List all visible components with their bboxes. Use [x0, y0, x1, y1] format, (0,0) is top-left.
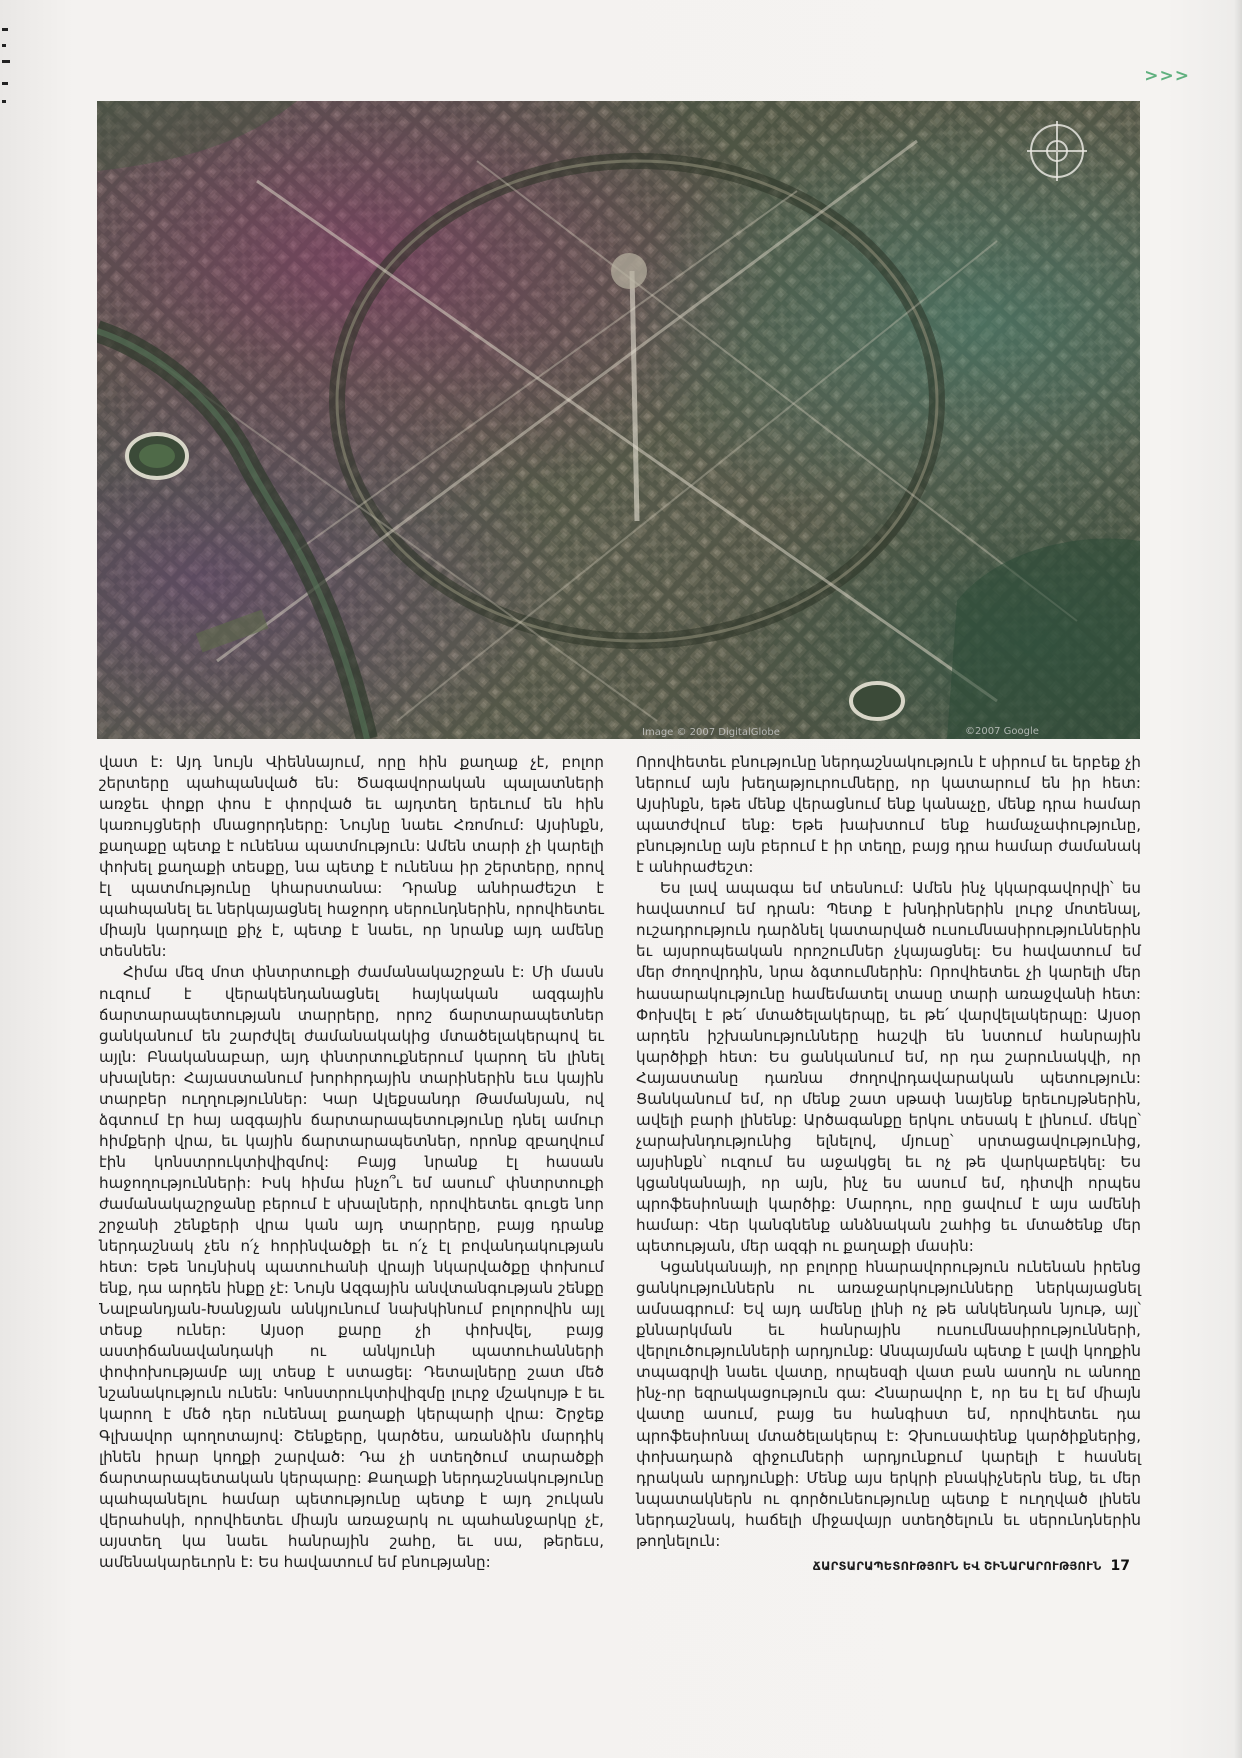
paragraph: Ես լավ ապագա եմ տեսնում: Ամեն ինչ կկարգավորվի՝ ես հավատում եմ դրան: Պետք է խնդիրներին լուրջ մոտենալ, ուշադրություն դարձնել կատարված ուսումնասիրություններին եւ այսրոպեական որոշումներ չկայացնել: Ես հավատում եմ մեր ժողովրդին, նրա ձգտումներին: Որովհետեւ չի կարելի մեր հասարակությունը համեմատել տասը տարի առաջվանի հետ: Փոխվել է թե՛ մտածելակերպը, եւ թե՛ վարվելակերպը: Այսօր արդեն իշխանությունները հաշվի են նստում հանրային կարծիքի հետ: Ես ցանկանում եմ, որ դա շարունակվի, որ Հայաստանը դառնա ժողովրդավարական պետություն: Ցանկանում եմ, որ մենք շատ սթափ նայենք երեւույթներին, ավելի բարի լինենք: Արծագանքը երկու տեսակ է լինում. մեկը՝ չարախնդությունից ելնելով, մյուսը՝ սրտացավությունից, այսինքն՝ ուզում ես աջակցել եւ ոչ թե վարկաբեկել: Ես կցանկանայի, որ այն, ինչ ես ասում եմ, դիտվի որպես պրոֆեսիոնալի կարծիք: Մարդու, որը ցավում է այս ամենի համար: Վեր կանգնենք անձնական շահից եւ մտածենք մեր պետության, մեր ազգի ու քաղաքի մասին: — [636, 879, 1141, 1256]
page-number: 17 — [1110, 1558, 1130, 1574]
paragraph: Որովհետեւ բնությունը ներդաշնակություն է սիրում եւ երբեք չի ներում այն խեղաթյուրումները, որ կատարում են իր հետ: Այսինքն, եթե մենք վերացնում ենք կանաչը, մենք դրա համար պատժվում ենք: Եթե խախտում ենք համաչափությունը, բնությունը այն բերում է իր տեղը, բայց դրա համար ժամանակ է անհրաժեշտ: — [636, 753, 1141, 877]
left-column — [99, 752, 604, 1573]
photo-brand: ©2007 Google — [965, 726, 1039, 737]
section-title: ՃԱՐՏԱՐԱՊԵՏՈՒԹՅՈՒՆ ԵՎ ՇԻՆԱՐԱՐՈՒԹՅՈՒՆ — [812, 1559, 1102, 1573]
paragraph: վատ է: Այդ նույն Վիեննայում, որը հին քաղաք չէ, բոլոր շերտերը պահպանված են: Ծագավորական պալատների առջեւ փոքր փոս է փորված եւ այդտեղ երեւում են հին կառույցների մնացորդները: Նույնը նաեւ Հռոմում: Այսինքն, քաղաքը պետք է ունենա պատմություն: Ամեն տարի չի կարելի փոխել քաղաքի տեսքը, նա պետք է ունենա իր շերտերը, որով էլ պատմությունը կհարստանա: Դրանք անհրաժեշտ է պահպանել եւ ներկայացնել հաջորդ սերունդներին, որովհետեւ միայն կարդալը քիչ է, պետք է նաեւ, որ նրանք այդ ամենը տեսնեն: — [99, 753, 604, 961]
paragraph: Կցանկանայի, որ բոլորը հնարավորություն ունենան իրենց ցանկություններն ու առաջարկությունները ներկայացնել ամսագրում: Եվ այդ ամենը լինի ոչ թե անկենդան նյութ, այլ՝ քննարկման եւ հանրային ուսումնասիրությունների, վերլուծությունների արդյունք: Անպայման պետք է լավի կողքին տպագրվի նաեւ վատը, որպեսզի վատ բան ասողն ու անողը ինչ-որ եզրակացություն գա: Հնարավոր է, որ ես էլ եմ միայն վատը ասում, բայց ես հանգիստ եմ, որովհետեւ դա պրոֆեսիոնալ մտածելակերպ է: Չխուսափենք կարծիքներից, փոխադարձ զիջումների արդյունքում կարելի է հասնել դրական արդյունքի: Մենք այս երկրի բնակիչներն ենք, եւ մեր նպատակներն ու գործունեությունը պետք է ուղղված լինեն ներդաշնակ, հաճելի միջավայր ստեղծելուն եւ սերունդներին թողնելուն: — [636, 1258, 1141, 1550]
chevron-marker: >>> — [1144, 66, 1190, 86]
satellite-photo — [97, 101, 1140, 739]
right-column — [636, 752, 1141, 1552]
binding-marks — [0, 20, 16, 110]
page-edge-shadow — [1234, 0, 1242, 1758]
page-footer — [813, 1555, 1130, 1574]
photo-credit: Image © 2007 DigitalGlobe — [642, 727, 780, 738]
paragraph: Հիմա մեզ մոտ փնտրտուքի ժամանակաշրջան է: Մի մասն ուզում է վերակենդանացնել հայկական ազգային ճարտարապետության տարրերը, որոշ ճարտարապետներ ցանկանում են շարժվել ժամանակակից մտածելակերպով եւ այլն: Բնականաբար, այդ փնտրտուքներում կարող են լինել սխալներ: Հայաստանում խորհրդային տարիներին եւս կային տարբեր ուղղություններ: Կար Ալեքսանդր Թամանյան, ով ձգտում էր հայ ազգային ճարտարապետությունը դնել ամուր հիմքերի վրա, եւ կային ճարտարապետներ, որոնք զբաղվում էին կոնստրուկտիվիզմով: Բայց նրանք էլ հասան հաջողությունների: Իսկ հիմա ինչո՞ւ եմ ասում՝ փնտրտուքի ժամանակաշրջանը բերում է սխալների, որովհետեւ գուցե նոր շրջանի շենքերի վրա կան այդ տարրերը, բայց դրանք ներդաշնակ չեն ո՛չ հորինվածքի եւ ո՛չ էլ բովանդակության հետ: Եթե նույնիսկ պատուհանի վրայի նկարվածքը փոխում ենք, դա արդեն ինքը չէ: Նույն Ազգային անվտանգության շենքը Նալբանդյան-Խանջյան անկյունում նախկինում բոլորովին այլ տեսք ուներ: Այսօր քարը չի փոխվել, բայց աստիճանավանդակի ու անկյունի պատուհանների փոփոխությամբ այլ տեսք է ստացել: Դետալները շատ մեծ նշանակություն ունեն: Կոնստրուկտիվիզմը լուրջ մշակույթ է եւ կարող է մեծ դեր ունենալ քաղաքի կերպարի վրա: Շրջեք Գլխավոր պողոտայով: Շենքերը, կարծես, առանձին մարդիկ լինեն իրար կողքի շարված: Դա չի ստեղծում տարածքի ճարտարապետական կերպարը: Քաղաքի ներդաշնակությունը պահպանելու համար պետությունը պետք է այդ շուկան վերահսկի, որովհետեւ միայն առաջարկ ու պահանջարկը չէ, այստեղ կա նաեւ հանրային շահը, եւ սա, թերեւս, ամենակարեւորն է: Ես հավատում եմ բնությանը: — [99, 963, 604, 1571]
photo-copyright — [97, 728, 1140, 740]
